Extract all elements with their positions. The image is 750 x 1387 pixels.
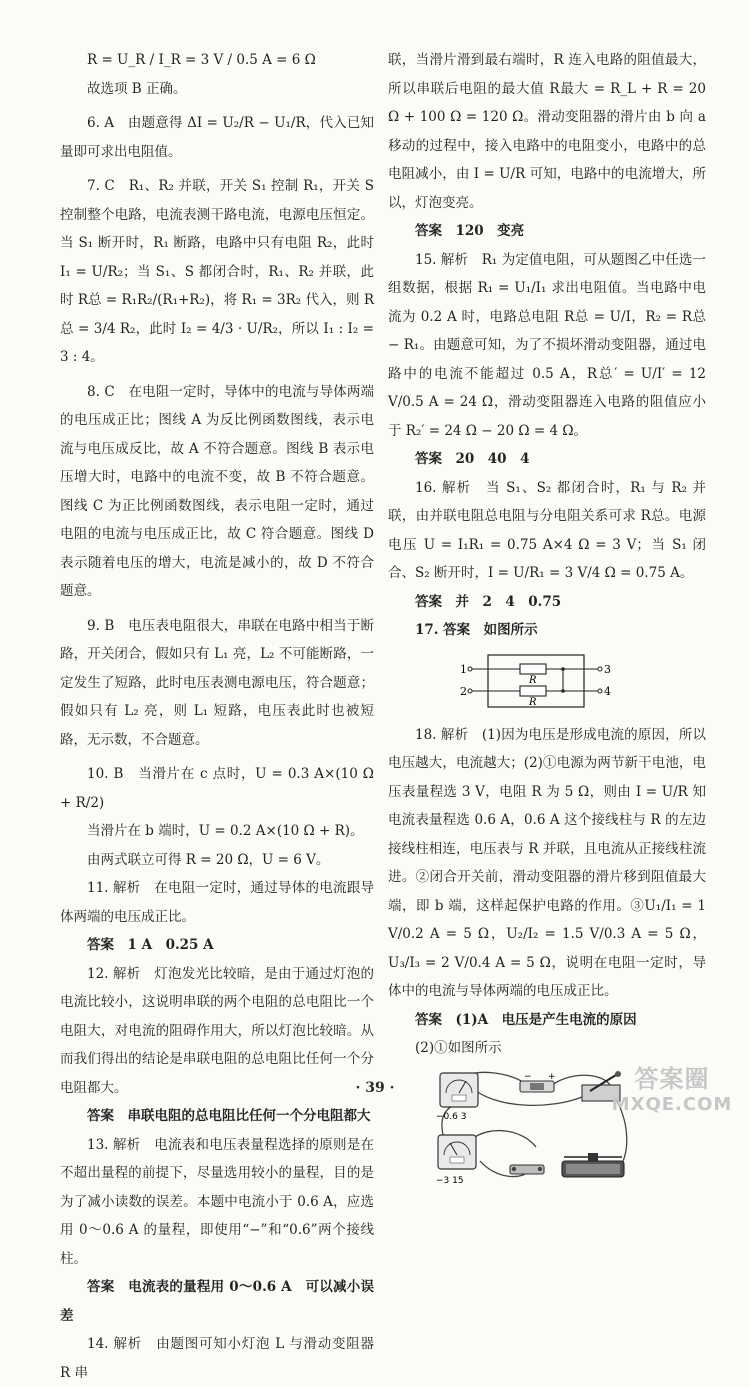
- terminal-label: 3: [604, 662, 611, 676]
- paragraph: 7. C R₁、R₂ 并联，开关 S₁ 控制 R₁，开关 S 控制整个电路，电流表测干路电流，电源电压恒定。当 S₁ 断开时，R₁ 断路，电路中只有电阻 R₂，此时 I₁ = U/R₂；当 S₁、S 都闭合时，R₁、R₂ 并联，此时 R总 = R₁R₂/(R₁+R₂)，将 R₁ = 3R₂ 代入，则 R总 = 3/4 R₂，此时 I₂ = 4/3 · U/R₂，所以 I₁ : I₂ = 3 : 4。: [60, 178, 374, 365]
- paragraph: 16. 解析 当 S₁、S₂ 都闭合时，R₁ 与 R₂ 并联，由并联电阻总电阻与分电阻关系可求 R总。电源电压 U = I₁R₁ = 0.75 A×4 Ω = 3 V；当 S₁ 闭合、S₂ 断开时，I = U/R₁ = 3 V/4 Ω = 0.75 A。: [388, 479, 706, 581]
- paragraph: 11. 解析 在电阻一定时，通过导体的电流跟导体两端的电压成正比。: [60, 880, 374, 925]
- paragraph: 14. 解析 由题图可知小灯泡 L 与滑动变阻器 R 串: [60, 1336, 374, 1381]
- right-column: [388, 46, 706, 1191]
- paragraph: 18. 解析 (1)因为电压是形成电流的原因，所以电压越大，电流越大；(2)①电源为两节新干电池，电压表量程选 3 V，电阻 R 为 5 Ω，则由 I = U/R 知电流表量程选 0.6 A，0.6 A 这个接线柱与 R 的左边接线柱相连，电压表与 R 并联，且电流从正接线柱流进。②闭合开关前，滑动变阻器的滑片移到阻值最大端，即 b 端，这样起保护电路的作用。③U₁/I₁ = 1 V/0.2 A = 5 Ω，U₂/I₂ = 1.5 V/0.3 A = 5 Ω，U₃/I₃ = 2 V/0.4 A = 5 Ω，说明在电阻一定时，导体中的电流与导体两端的电压成正比。: [388, 726, 706, 999]
- paragraph: 由两式联立可得 R = 20 Ω，U = 6 V。: [87, 851, 330, 868]
- paragraph: 10. B 当滑片在 c 点时，U = 0.3 A×(10 Ω + R/2): [60, 766, 374, 811]
- paragraph: (2)①如图所示: [415, 1040, 502, 1056]
- paragraph: 13. 解析 电流表和电压表量程选择的原则是在不超出量程的前提下，尽量选用较小的量程，目的是为了减小读数的误差。本题中电流小于 0.6 A，应选用 0～0.6 A 的量程，即使用“−”和“0.6”两个接线柱。: [60, 1136, 374, 1267]
- paragraph: 15. 解析 R₁ 为定值电阻，可从题图乙中任选一组数据，根据 R₁ = U₁/I₁ 求出电阻值。当电路中电流为 0.2 A 时，电路总电阻 R总 = U/I，R₂ = R总 − R₁。由题意可知，为了不损坏滑动变阻器，通过电路中的电流不能超过 0.5 A，R总′ = U/I′ = 12 V/0.5 A = 24 Ω，滑动变阻器连入电路的阻值应小于 R₂′ = 24 Ω − 20 Ω = 4 Ω。: [388, 251, 706, 439]
- watermark: [602, 1064, 742, 1122]
- watermark-url: MXQE.COM: [611, 1094, 733, 1115]
- answer-line: 答案 并 2 4 0.75: [415, 593, 562, 610]
- paragraph: 6. A 由题意得 ΔI = U₂/R − U₁/R，代入已知量即可求出电阻值。: [60, 115, 374, 160]
- paragraph: 12. 解析 灯泡发光比较暗，是由于通过灯泡的电流比较小，这说明串联的两个电阻的总电阻比一个电阻大，对电流的阻碍作用大，所以灯泡比较暗。从而我们得出的结论是串联电阻的总电阻比任何一个分电阻都大。: [60, 965, 374, 1096]
- watermark-text: 答案圈: [634, 1065, 710, 1093]
- voltmeter: [438, 1135, 476, 1169]
- page-number: · 39 ·: [355, 1080, 395, 1096]
- resistor-label: R: [529, 696, 537, 708]
- circuit-diagram: [460, 651, 610, 711]
- terminal-label: 1: [460, 662, 467, 676]
- paragraph: 故选项 B 正确。: [87, 80, 187, 97]
- voltmeter-scale: −3 15: [436, 1175, 464, 1186]
- answer-line: 答案 串联电阻的总电阻比任何一个分电阻都大: [87, 1108, 371, 1124]
- resistor-label: R: [529, 674, 537, 686]
- answer-line: 答案 1 A 0.25 A: [87, 937, 214, 953]
- terminal-label: 4: [604, 684, 611, 698]
- terminal-label: 2: [460, 684, 467, 698]
- paragraph: 8. C 在电阻一定时，导体中的电流与导体两端的电压成正比；图线 A 为反比例函数图线，表示电流与电压成反比，故 A 不符合题意。图线 B 表示电压增大时，电路中的电流不变，故 B 不符合题意。图线 C 为正比例函数图线，表示电阻一定时，通过电阻的电流与电压成正比，故 C 符合题意。图线 D 表示随着电压的增大，电流是减小的，故 D 不符合题意。: [60, 383, 374, 599]
- paragraph: R = U_R / I_R = 3 V / 0.5 A = 6 Ω: [87, 52, 316, 68]
- paragraph: 联，当滑片滑到最右端时，R 连入电路的阻值最大，所以串联后电阻的最大值 R最大 = R_L + R = 20 Ω + 100 Ω = 120 Ω。滑动变阻器的滑片由 b 向 a 移动的过程中，接入电路中的电阻变小，电路中的总电阻减小，由 I = U/R 可知，电路中的电流增大，所以，灯泡变亮。: [388, 52, 706, 211]
- answer-line: 答案 (1)A 电压是产生电流的原因: [415, 1011, 637, 1028]
- rheostat: [562, 1153, 624, 1177]
- answer-line: 17. 答案 如图所示: [415, 622, 538, 638]
- left-column: [60, 46, 374, 1387]
- answer-line: 答案 120 变亮: [415, 223, 525, 239]
- battery-plus: +: [548, 1071, 556, 1082]
- resistor-top: [520, 664, 546, 674]
- ammeter-scale: −0.6 3: [436, 1111, 467, 1122]
- paragraph: 当滑片在 b 端时，U = 0.2 A×(10 Ω + R)。: [87, 823, 364, 839]
- battery-minus: −: [524, 1071, 532, 1082]
- answer-line: 答案 20 40 4: [415, 451, 530, 467]
- answer-line: 答案 电流表的量程用 0～0.6 A 可以减小误差: [60, 1279, 374, 1324]
- fixed-resistor: [510, 1165, 544, 1174]
- paragraph: 9. B 电压表电阻很大，串联在电路中相当于断路，开关闭合，假如只有 L₁ 亮，L₂ 不可能断路，一定发生了短路，此时电压表测电源电压，符合题意；假如只有 L₂ 亮，则 L₁ 短路，电压表此时也被短路，无示数，不合题意。: [60, 617, 374, 748]
- resistor-bottom: [520, 686, 546, 696]
